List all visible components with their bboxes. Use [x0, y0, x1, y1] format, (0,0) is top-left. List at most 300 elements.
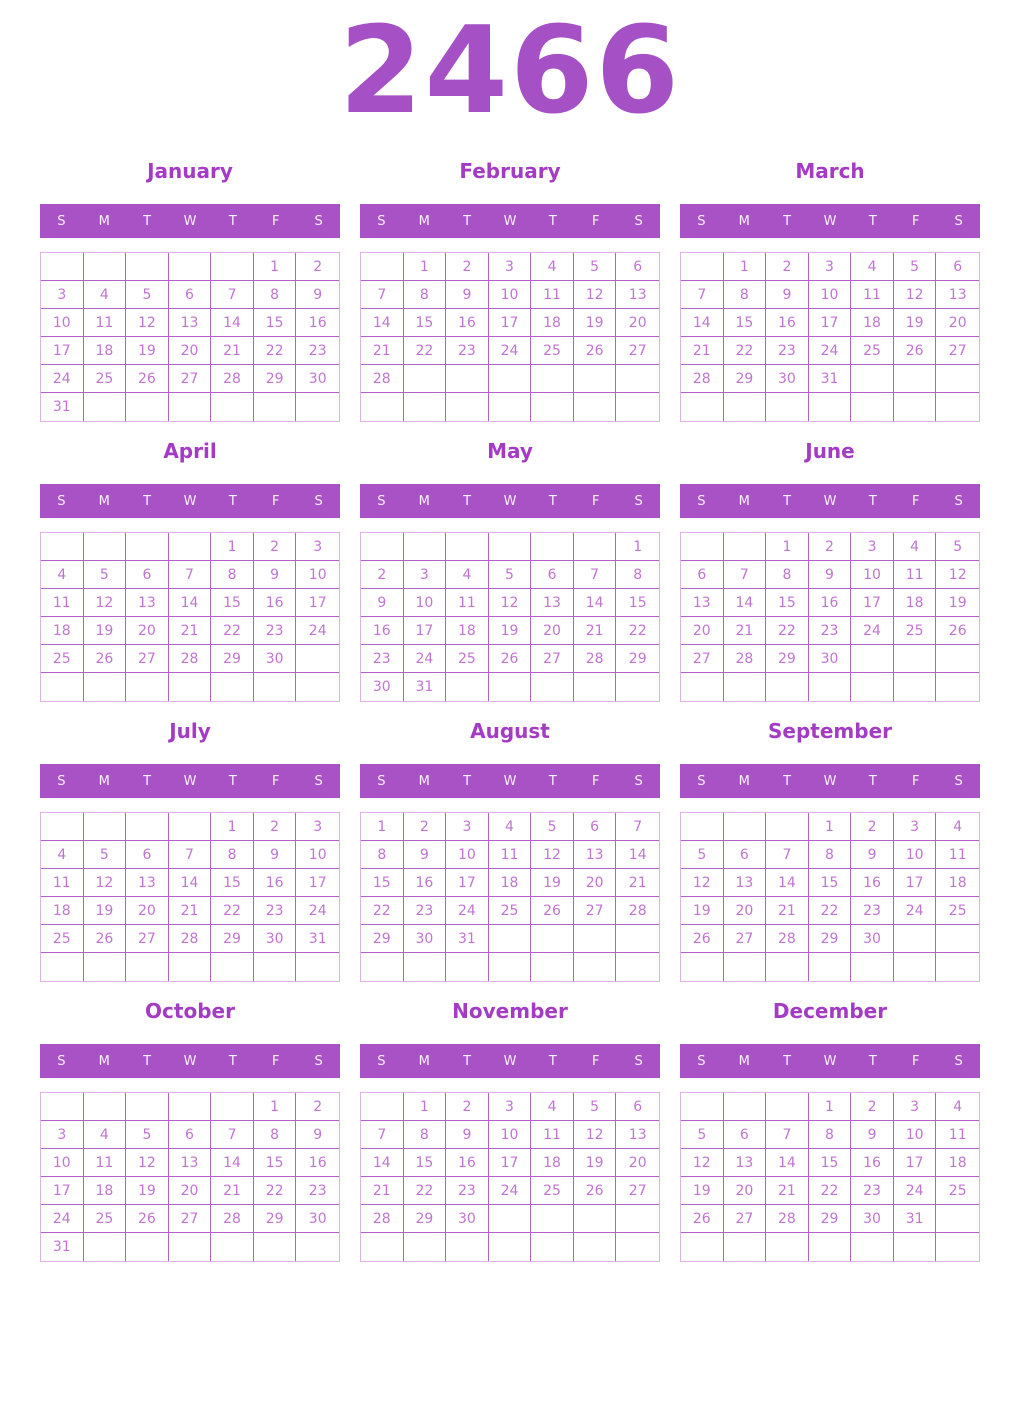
day-cell: 13 [681, 589, 724, 617]
day-cell: 10 [489, 1121, 532, 1149]
weekday-label: T [463, 1053, 472, 1069]
day-cell: 13 [531, 589, 574, 617]
weekday-label: S [314, 213, 323, 229]
day-cell: 27 [531, 645, 574, 673]
weekday-label: M [418, 493, 430, 509]
day-cell [446, 533, 489, 561]
weekday-label: T [548, 493, 557, 509]
day-cell: 15 [211, 869, 254, 897]
day-cell: 30 [296, 365, 339, 393]
day-cell: 8 [211, 841, 254, 869]
weekday-label: M [98, 493, 110, 509]
month-block [680, 996, 980, 1262]
day-cell: 23 [851, 1177, 894, 1205]
day-cell: 5 [681, 841, 724, 869]
day-cell: 8 [809, 841, 852, 869]
day-cell: 24 [296, 617, 339, 645]
day-cell: 23 [404, 897, 447, 925]
weekday-label: S [634, 493, 643, 509]
day-cell: 13 [724, 1149, 767, 1177]
day-cell: 30 [851, 1205, 894, 1233]
weekday-label: S [377, 493, 386, 509]
day-cell [894, 953, 937, 981]
day-cell [254, 393, 297, 421]
weekday-label: S [57, 493, 66, 509]
day-cell: 9 [851, 841, 894, 869]
weekday-label: W [823, 1053, 837, 1069]
month-block [360, 996, 660, 1262]
day-cell: 4 [936, 813, 979, 841]
day-cell [894, 1233, 937, 1261]
day-cell [574, 673, 617, 701]
day-cell: 21 [766, 1177, 809, 1205]
day-cell: 30 [766, 365, 809, 393]
day-cell: 14 [574, 589, 617, 617]
weekday-label: S [954, 1053, 963, 1069]
day-cell: 23 [766, 337, 809, 365]
weekday-label: T [868, 773, 877, 789]
day-cell: 23 [296, 1177, 339, 1205]
day-grid [40, 1092, 340, 1262]
day-cell [724, 813, 767, 841]
weekday-label: T [548, 773, 557, 789]
day-cell: 8 [254, 1121, 297, 1149]
day-cell [616, 953, 659, 981]
day-cell: 15 [254, 309, 297, 337]
day-cell: 21 [766, 897, 809, 925]
weekday-label: S [697, 493, 706, 509]
day-cell: 16 [254, 589, 297, 617]
day-cell [446, 673, 489, 701]
day-cell: 11 [531, 1121, 574, 1149]
day-cell: 27 [616, 337, 659, 365]
day-cell [681, 813, 724, 841]
month-block [40, 156, 340, 422]
weekday-label: W [823, 213, 837, 229]
day-cell [296, 1233, 339, 1261]
day-cell [574, 925, 617, 953]
day-cell: 29 [809, 1205, 852, 1233]
day-cell: 16 [446, 1149, 489, 1177]
day-cell: 1 [766, 533, 809, 561]
day-cell: 27 [169, 365, 212, 393]
day-cell: 28 [169, 645, 212, 673]
day-cell: 6 [531, 561, 574, 589]
day-cell: 7 [616, 813, 659, 841]
day-cell: 2 [446, 1093, 489, 1121]
day-cell: 14 [211, 309, 254, 337]
day-cell: 30 [296, 1205, 339, 1233]
day-cell: 19 [489, 617, 532, 645]
day-cell: 11 [41, 869, 84, 897]
month-name: April [163, 439, 217, 463]
day-cell [809, 953, 852, 981]
day-cell: 6 [169, 281, 212, 309]
month-block [680, 436, 980, 702]
day-cell: 20 [616, 1149, 659, 1177]
day-cell: 19 [84, 617, 127, 645]
weekday-label: S [57, 213, 66, 229]
weekday-label: W [503, 213, 517, 229]
day-cell: 18 [936, 1149, 979, 1177]
day-cell [724, 1093, 767, 1121]
day-cell: 20 [724, 1177, 767, 1205]
day-cell: 25 [446, 645, 489, 673]
day-cell [126, 813, 169, 841]
day-cell: 12 [126, 309, 169, 337]
day-cell: 3 [489, 1093, 532, 1121]
day-cell [574, 393, 617, 421]
day-cell: 6 [169, 1121, 212, 1149]
day-grid [360, 252, 660, 422]
day-cell: 1 [211, 533, 254, 561]
weekday-label: W [823, 773, 837, 789]
day-cell: 24 [809, 337, 852, 365]
day-cell [169, 253, 212, 281]
day-cell: 10 [296, 841, 339, 869]
day-cell: 11 [936, 1121, 979, 1149]
weekday-label: S [954, 493, 963, 509]
weekday-label: S [954, 773, 963, 789]
day-cell: 25 [851, 337, 894, 365]
day-cell: 17 [894, 1149, 937, 1177]
day-cell: 31 [809, 365, 852, 393]
day-cell [254, 673, 297, 701]
day-cell [724, 533, 767, 561]
day-cell [211, 1093, 254, 1121]
day-cell: 25 [489, 897, 532, 925]
day-cell: 11 [489, 841, 532, 869]
day-cell: 9 [254, 841, 297, 869]
day-cell: 28 [361, 1205, 404, 1233]
day-cell [936, 365, 979, 393]
day-cell: 19 [894, 309, 937, 337]
month-block [360, 156, 660, 422]
weekday-label: T [228, 493, 237, 509]
month-block [40, 436, 340, 702]
day-cell: 4 [489, 813, 532, 841]
day-cell: 7 [766, 841, 809, 869]
day-cell: 24 [296, 897, 339, 925]
day-cell: 7 [681, 281, 724, 309]
day-cell [531, 393, 574, 421]
day-cell: 11 [446, 589, 489, 617]
day-cell: 20 [574, 869, 617, 897]
day-cell: 15 [254, 1149, 297, 1177]
day-cell [126, 1233, 169, 1261]
day-cell [84, 1233, 127, 1261]
day-cell [41, 253, 84, 281]
day-cell [851, 645, 894, 673]
day-cell: 12 [936, 561, 979, 589]
day-cell [41, 1093, 84, 1121]
day-cell: 5 [894, 253, 937, 281]
day-grid [680, 252, 980, 422]
weekday-label: W [503, 1053, 517, 1069]
day-cell: 30 [446, 1205, 489, 1233]
day-cell: 15 [361, 869, 404, 897]
day-cell: 2 [809, 533, 852, 561]
weekday-label: T [783, 773, 792, 789]
day-cell: 16 [809, 589, 852, 617]
weekday-label: S [697, 773, 706, 789]
day-cell: 25 [41, 645, 84, 673]
weekday-label: T [868, 493, 877, 509]
day-cell: 31 [446, 925, 489, 953]
day-cell [936, 645, 979, 673]
weekday-label: F [911, 493, 920, 509]
day-cell: 25 [936, 1177, 979, 1205]
day-cell [766, 953, 809, 981]
day-cell: 29 [616, 645, 659, 673]
day-cell: 27 [574, 897, 617, 925]
day-cell: 3 [41, 1121, 84, 1149]
day-cell: 2 [254, 813, 297, 841]
day-cell [296, 645, 339, 673]
day-cell [489, 925, 532, 953]
weekday-header [40, 1044, 340, 1078]
month-block [680, 156, 980, 422]
day-cell: 4 [531, 1093, 574, 1121]
day-cell [84, 813, 127, 841]
day-cell [616, 1205, 659, 1233]
day-cell [254, 1233, 297, 1261]
day-cell: 17 [894, 869, 937, 897]
day-cell: 24 [41, 1205, 84, 1233]
day-cell: 19 [936, 589, 979, 617]
weekday-header [40, 204, 340, 238]
day-cell: 4 [41, 561, 84, 589]
day-cell: 11 [894, 561, 937, 589]
day-cell: 26 [126, 365, 169, 393]
day-grid [360, 532, 660, 702]
day-cell: 18 [489, 869, 532, 897]
day-cell: 16 [254, 869, 297, 897]
day-cell: 23 [809, 617, 852, 645]
weekday-label: F [591, 213, 600, 229]
day-cell [851, 953, 894, 981]
day-cell: 10 [489, 281, 532, 309]
weekday-label: M [98, 773, 110, 789]
day-cell: 20 [169, 337, 212, 365]
day-cell: 14 [681, 309, 724, 337]
day-cell [169, 533, 212, 561]
day-cell [84, 953, 127, 981]
month-name: July [169, 719, 211, 743]
month-name: November [452, 999, 568, 1023]
day-cell [681, 673, 724, 701]
weekday-label: T [228, 213, 237, 229]
day-cell: 4 [851, 253, 894, 281]
day-cell [936, 393, 979, 421]
day-cell [489, 953, 532, 981]
day-cell [766, 393, 809, 421]
day-cell [766, 1093, 809, 1121]
day-cell: 5 [531, 813, 574, 841]
day-cell: 13 [126, 589, 169, 617]
day-cell: 13 [574, 841, 617, 869]
day-cell: 4 [894, 533, 937, 561]
day-cell: 25 [531, 1177, 574, 1205]
day-cell [851, 673, 894, 701]
day-cell: 30 [809, 645, 852, 673]
day-cell: 7 [169, 561, 212, 589]
day-cell: 12 [574, 1121, 617, 1149]
day-cell: 27 [936, 337, 979, 365]
day-cell [894, 645, 937, 673]
day-cell [936, 1205, 979, 1233]
day-cell: 5 [84, 841, 127, 869]
day-cell: 19 [531, 869, 574, 897]
day-cell: 29 [361, 925, 404, 953]
day-cell: 28 [724, 645, 767, 673]
day-cell: 22 [211, 617, 254, 645]
weekday-label: T [548, 1053, 557, 1069]
day-cell [296, 393, 339, 421]
day-cell: 3 [41, 281, 84, 309]
day-cell [531, 953, 574, 981]
day-cell [681, 1233, 724, 1261]
day-cell: 22 [766, 617, 809, 645]
day-cell: 19 [126, 1177, 169, 1205]
day-cell [574, 953, 617, 981]
day-cell: 12 [681, 1149, 724, 1177]
day-cell: 9 [296, 281, 339, 309]
day-cell [766, 1233, 809, 1261]
day-cell [84, 253, 127, 281]
day-cell [361, 953, 404, 981]
day-cell: 23 [254, 617, 297, 645]
weekday-label: W [503, 493, 517, 509]
day-cell: 21 [681, 337, 724, 365]
weekday-label: W [823, 493, 837, 509]
day-cell: 12 [681, 869, 724, 897]
day-cell [724, 393, 767, 421]
weekday-label: W [183, 493, 197, 509]
day-cell: 17 [296, 869, 339, 897]
day-cell [681, 393, 724, 421]
day-cell: 18 [41, 617, 84, 645]
day-cell: 21 [361, 1177, 404, 1205]
day-cell: 12 [489, 589, 532, 617]
month-name: August [470, 719, 550, 743]
day-cell: 10 [446, 841, 489, 869]
weekday-label: S [314, 1053, 323, 1069]
day-cell: 5 [936, 533, 979, 561]
day-cell [41, 953, 84, 981]
weekday-label: S [57, 1053, 66, 1069]
day-cell: 16 [851, 1149, 894, 1177]
day-cell: 15 [616, 589, 659, 617]
day-cell: 12 [531, 841, 574, 869]
day-cell: 25 [936, 897, 979, 925]
day-cell: 10 [41, 1149, 84, 1177]
weekday-label: T [463, 493, 472, 509]
day-cell: 5 [681, 1121, 724, 1149]
weekday-label: F [911, 1053, 920, 1069]
day-cell: 29 [211, 925, 254, 953]
day-cell [169, 393, 212, 421]
weekday-label: T [868, 213, 877, 229]
day-cell: 10 [809, 281, 852, 309]
day-cell: 7 [169, 841, 212, 869]
day-cell: 15 [724, 309, 767, 337]
weekday-header [680, 484, 980, 518]
day-cell: 1 [254, 1093, 297, 1121]
day-cell: 19 [84, 897, 127, 925]
day-cell: 18 [41, 897, 84, 925]
day-cell: 8 [809, 1121, 852, 1149]
day-cell: 16 [851, 869, 894, 897]
day-cell: 4 [84, 281, 127, 309]
day-cell [361, 1233, 404, 1261]
day-cell: 9 [296, 1121, 339, 1149]
month-name: December [772, 999, 888, 1023]
day-cell: 15 [766, 589, 809, 617]
weekday-label: S [634, 1053, 643, 1069]
day-cell: 13 [169, 1149, 212, 1177]
day-cell: 28 [616, 897, 659, 925]
day-cell [404, 1233, 447, 1261]
day-cell: 24 [446, 897, 489, 925]
day-cell: 22 [616, 617, 659, 645]
weekday-label: S [634, 213, 643, 229]
day-grid [680, 812, 980, 982]
day-cell [894, 365, 937, 393]
day-cell [169, 673, 212, 701]
weekday-label: S [377, 213, 386, 229]
day-cell: 29 [766, 645, 809, 673]
weekday-label: W [183, 773, 197, 789]
day-cell: 24 [894, 897, 937, 925]
day-cell [681, 533, 724, 561]
day-cell: 17 [41, 1177, 84, 1205]
day-cell: 19 [126, 337, 169, 365]
day-cell: 23 [851, 897, 894, 925]
day-grid [40, 812, 340, 982]
day-cell: 20 [936, 309, 979, 337]
day-cell: 7 [766, 1121, 809, 1149]
day-cell: 18 [531, 1149, 574, 1177]
day-cell: 30 [361, 673, 404, 701]
day-cell: 7 [211, 281, 254, 309]
day-cell: 29 [211, 645, 254, 673]
day-cell: 3 [894, 1093, 937, 1121]
day-cell: 17 [851, 589, 894, 617]
day-cell: 16 [404, 869, 447, 897]
day-cell: 6 [616, 253, 659, 281]
calendar-months [0, 156, 1020, 1262]
day-cell: 24 [489, 1177, 532, 1205]
day-cell [681, 1093, 724, 1121]
day-cell: 26 [489, 645, 532, 673]
day-cell: 9 [254, 561, 297, 589]
day-cell [404, 365, 447, 393]
day-cell [211, 953, 254, 981]
day-cell: 26 [531, 897, 574, 925]
day-cell [489, 673, 532, 701]
weekday-label: T [463, 773, 472, 789]
day-cell: 3 [894, 813, 937, 841]
weekday-label: S [314, 773, 323, 789]
weekday-label: W [183, 1053, 197, 1069]
day-cell: 9 [851, 1121, 894, 1149]
day-cell: 28 [574, 645, 617, 673]
day-cell: 9 [446, 1121, 489, 1149]
day-cell: 8 [211, 561, 254, 589]
day-cell: 28 [169, 925, 212, 953]
day-cell [531, 533, 574, 561]
